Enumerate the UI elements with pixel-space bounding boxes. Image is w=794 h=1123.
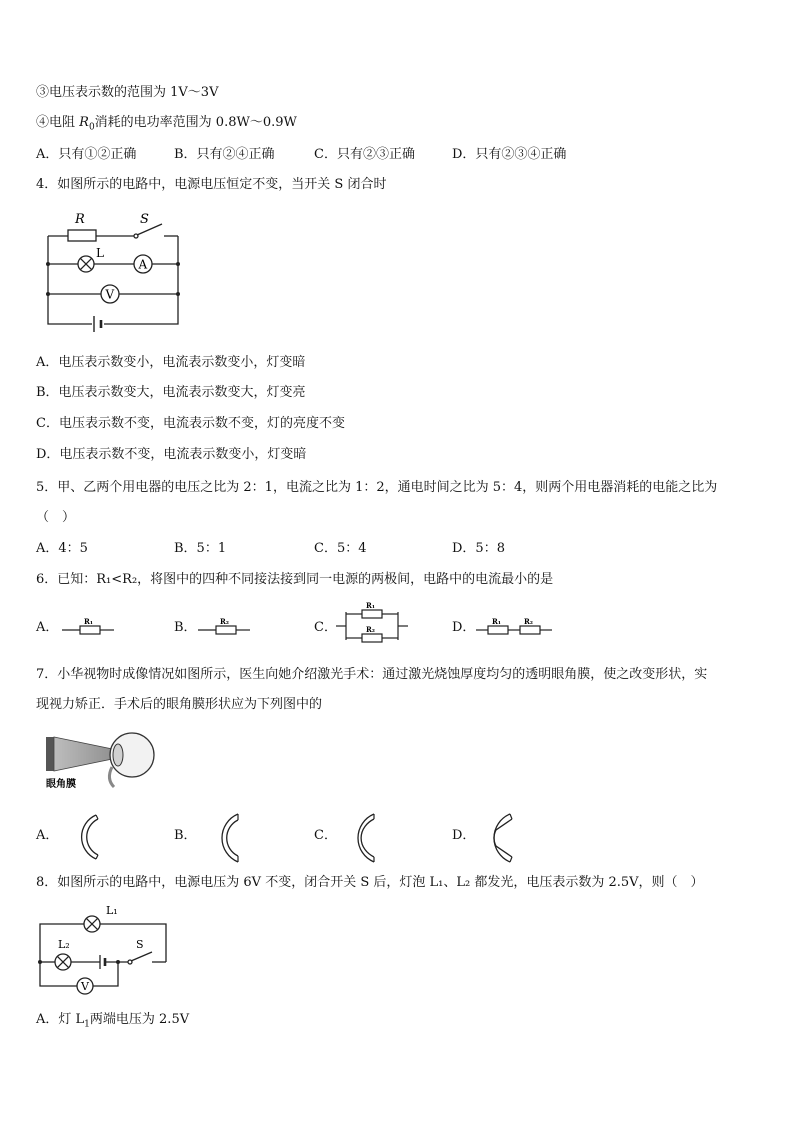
q4-option-c[interactable]: C．电压表示数不变，电流表示数不变，灯的亮度不变 (36, 416, 345, 431)
label-l: L (96, 246, 104, 260)
q3-option-b[interactable]: B．只有②④正确 (174, 147, 275, 162)
q6-option-d-letter[interactable]: D． (452, 620, 476, 635)
q4-option-d[interactable]: D．电压表示数不变，电流表示数变小，灯变暗 (36, 447, 307, 462)
l1-subscript: 1 (84, 1019, 90, 1030)
label-l1: L₁ (106, 904, 118, 917)
object-bar (46, 737, 54, 771)
q6-option-c-letter[interactable]: C． (314, 620, 337, 635)
cornea-pointer (109, 767, 114, 787)
q6-option-b-diagram[interactable] (198, 614, 254, 638)
switch-s (131, 952, 152, 961)
resistor-r2-icon (520, 626, 540, 634)
q3-item4-prefix: ④电阻 (36, 115, 80, 130)
q7-option-c-letter[interactable]: C． (314, 828, 337, 843)
q8-option-a[interactable] (36, 1011, 189, 1034)
label-l2: L₂ (58, 938, 70, 951)
resistor-r2-icon (362, 634, 382, 642)
q8-option-a-prefix: A．灯 (36, 1012, 76, 1027)
resistor-r2-icon (216, 626, 236, 634)
resistor-r1-icon (362, 610, 382, 618)
q3-option-d[interactable]: D．只有②③④正确 (452, 147, 567, 162)
q5-paren: （ ） (36, 510, 76, 525)
q7-option-d-letter[interactable]: D． (452, 828, 476, 843)
q3-option-c[interactable]: C．只有②③正确 (314, 147, 415, 162)
q7-option-d-cornea[interactable] (476, 812, 520, 864)
r1-label: R₁ (84, 617, 93, 626)
label-s: S (136, 938, 144, 951)
q8-option-a-suffix: 两端电压为 2.5V (89, 1012, 190, 1027)
q7-eye-diagram (40, 733, 170, 793)
q4-circuit-diagram (40, 208, 190, 333)
q7-stem-line2: 现视力矫正．手术后的眼角膜形状应为下列图中的 (36, 697, 323, 712)
q5-option-c[interactable]: C．5：4 (314, 541, 367, 556)
r0-symbol: R (79, 115, 89, 130)
q3-option-a[interactable]: A．只有①②正确 (36, 147, 137, 162)
r2-label: R₂ (524, 617, 533, 626)
q8-stem: 8．如图所示的电路中，电源电压为 6V 不变，闭合开关 S 后，灯泡 L₁、L₂ 都发光，电压表示数为 2.5V，则（ ） (36, 875, 704, 890)
r0-subscript: 0 (88, 122, 95, 133)
voltmeter-label: V (81, 980, 89, 993)
q7-option-b-cornea[interactable] (202, 812, 246, 864)
q7-option-a-cornea[interactable] (66, 812, 106, 862)
q5-option-b[interactable]: B．5：1 (174, 541, 227, 556)
q6-option-a-letter[interactable]: A． (36, 620, 59, 635)
l1-symbol: L (75, 1012, 85, 1027)
q4-stem: 4．如图所示的电路中，电源电压恒定不变，当开关 S 闭合时 (36, 177, 387, 192)
q7-option-a-letter[interactable]: A． (36, 828, 59, 843)
lens-icon (113, 744, 123, 766)
q7-stem-line1: 7．小华视物时成像情况如图所示，医生向她介绍激光手术：通过激光烧蚀厚度均匀的透明眼角膜，使之改变形状，实 (36, 667, 708, 682)
cornea-label: 眼角膜 (46, 779, 76, 790)
label-s: S (140, 212, 149, 227)
resistor-r1-icon (488, 626, 508, 634)
r2-label: R₂ (220, 617, 229, 626)
q4-option-b[interactable]: B．电压表示数变大，电流表示数变大，灯变亮 (36, 385, 306, 400)
q3-item-4 (36, 114, 297, 137)
q6-stem: 6．已知：R₁<R₂，将图中的四种不同接法接到同一电源的两极间，电路中的电流最小的是 (36, 572, 554, 587)
voltmeter-label: V (105, 287, 115, 302)
resistor-r (68, 230, 96, 241)
q8-circuit-diagram (36, 900, 176, 1000)
q6-option-d-diagram[interactable] (476, 614, 554, 638)
q4-option-a[interactable]: A．电压表示数变小，电流表示数变小，灯变暗 (36, 355, 306, 370)
r1-label: R₁ (492, 617, 501, 626)
q5-stem: 5．甲、乙两个用电器的电压之比为 2：1，电流之比为 1：2，通电时间之比为 5：4，则两个用电器消耗的电能之比为 (36, 480, 718, 495)
resistor-r1-icon (80, 626, 100, 634)
q6-option-b-letter[interactable]: B． (174, 620, 197, 635)
label-r: R (75, 212, 85, 227)
q5-option-d[interactable]: D．5：8 (452, 541, 505, 556)
q3-item4-suffix: 消耗的电功率范围为 0.8W～0.9W (94, 115, 297, 130)
q5-option-a[interactable]: A．4：5 (36, 541, 88, 556)
r1-label: R₁ (366, 601, 375, 610)
q7-option-b-letter[interactable]: B． (174, 828, 197, 843)
r2-label: R₂ (366, 625, 375, 634)
ammeter-label: A (138, 257, 148, 272)
q6-option-c-diagram[interactable] (336, 602, 408, 650)
q7-option-c-cornea[interactable] (340, 812, 384, 864)
q3-item-3: ③电压表示数的范围为 1V～3V (36, 85, 219, 100)
q6-option-a-diagram[interactable] (62, 614, 118, 638)
